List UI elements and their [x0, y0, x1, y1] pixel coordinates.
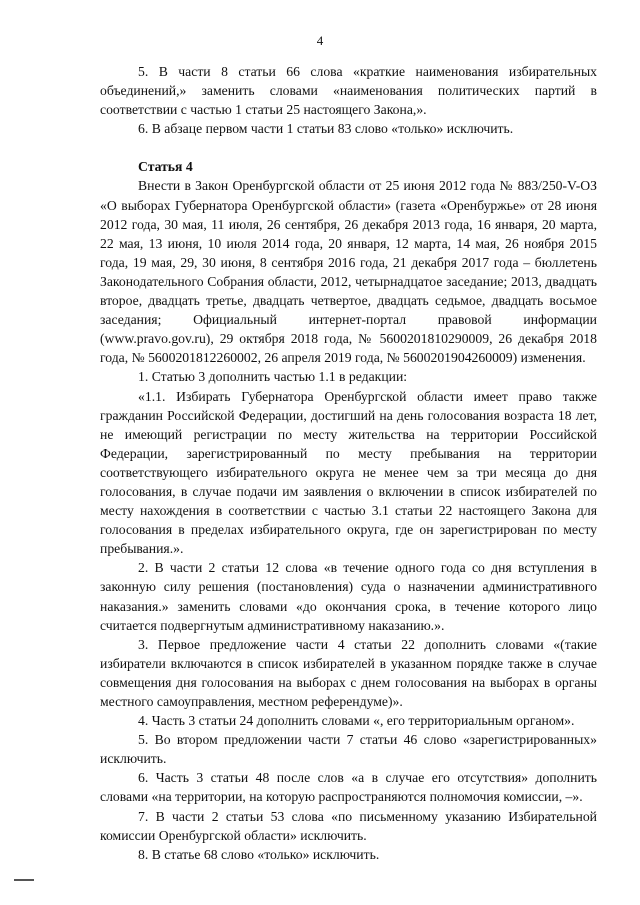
article-paragraph: 2. В части 2 статьи 12 слова «в течение одного года со дня вступления в законную силу решения (постановления) суда о назначении административного наказания.» заменить словами «до окончания срока, в течение которого лицо считается подвергнутым административному наказанию.». [100, 560, 597, 633]
article-paragraph: 8. В статье 68 слово «только» исключить. [138, 846, 380, 862]
article-paragraph: 5. Во втором предложении части 7 статьи 46 слово «зарегистрированных» исключить. [100, 732, 597, 767]
article-paragraph: 7. В части 2 статьи 53 слова «по письменному указанию Избирательной комиссии Оренбургской области» исключить. [100, 808, 597, 843]
article-paragraph: 3. Первое предложение части 4 статьи 22 дополнить словами «(такие избиратели включаются в список избирателей в указанном порядке также в случае совмещения дня голосования на выборах с днем голосования на выборах в органы местного самоуправления, местном референдуме)». [100, 636, 597, 709]
article-paragraph: Внести в Закон Оренбургской области от 25 июня 2012 года № 883/250-V-ОЗ «О выборах Губернатора Оренбургской области» (газета «Оренбуржье» от 28 июня 2012 года, 30 мая, 11 июля, 26 сентября, 26 декабря 2013 года, 16 января, 20 марта, 22 мая, 13 июня, 10 июля 2014 года, 20 января, 12 марта, 14 мая, 26 ноября 2015 года, 19 мая, 29, 30 июня, 8 сентября 2016 года, 21 декабря 2017 года – бюллетень Законодательного Собрания области, 2012, четырнадцатое заседание; 2013, двадцать второе, двадцать третье, двадцать четвертое, двадцать седьмое, двадцать восьмое заседания; Официальный интернет-портал правовой информации (www.pravo.gov.ru), 29 октября 2018 года, № 5600201810290009, 26 декабря 2018 года, № 5600201812260002, 26 апреля 2019 года, № 5600201904260009) изменения. [100, 178, 597, 366]
scan-mark [14, 879, 34, 881]
article-paragraph: 1. Статью 3 дополнить частью 1.1 в редакции: [138, 369, 408, 385]
article-paragraph: 4. Часть 3 статьи 24 дополнить словами «, его территориальным органом». [138, 713, 575, 729]
paragraph: 5. В части 8 статьи 66 слова «краткие наименования избирательных объединений,» заменить словами «наименования политических партий в соответствии с частью 1 статьи 25 настоящего Закона,». [100, 64, 597, 118]
article-paragraph: 6. Часть 3 статьи 48 после слов «а в случае его отсутствия» дополнить словами «на территории, на которую распространяются полномочия комиссии, –». [100, 770, 597, 805]
page-number: 4 [316, 33, 324, 48]
paragraph: 6. В абзаце первом части 1 статьи 83 слово «только» исключить. [138, 121, 514, 137]
document-body [100, 62, 597, 864]
article-heading: Статья 4 [138, 159, 193, 175]
article-paragraph: «1.1. Избирать Губернатора Оренбургской области имеет право также гражданин Российской Федерации, достигший на день голосования возраста 18 лет, не имеющий регистрации по месту жительства на территории Российской Федерации, зарегистрированный по месту пребывания на территории соответствующего избирательного округа не менее чем за три месяца до дня голосования, в случае подачи им заявления о включении в список избирателей по месту нахождения в соответствии с частью 3.1 статьи 22 настоящего Закона для голосования в пределах избирательного округа, где он зарегистрирован по месту пребывания.». [100, 388, 597, 557]
